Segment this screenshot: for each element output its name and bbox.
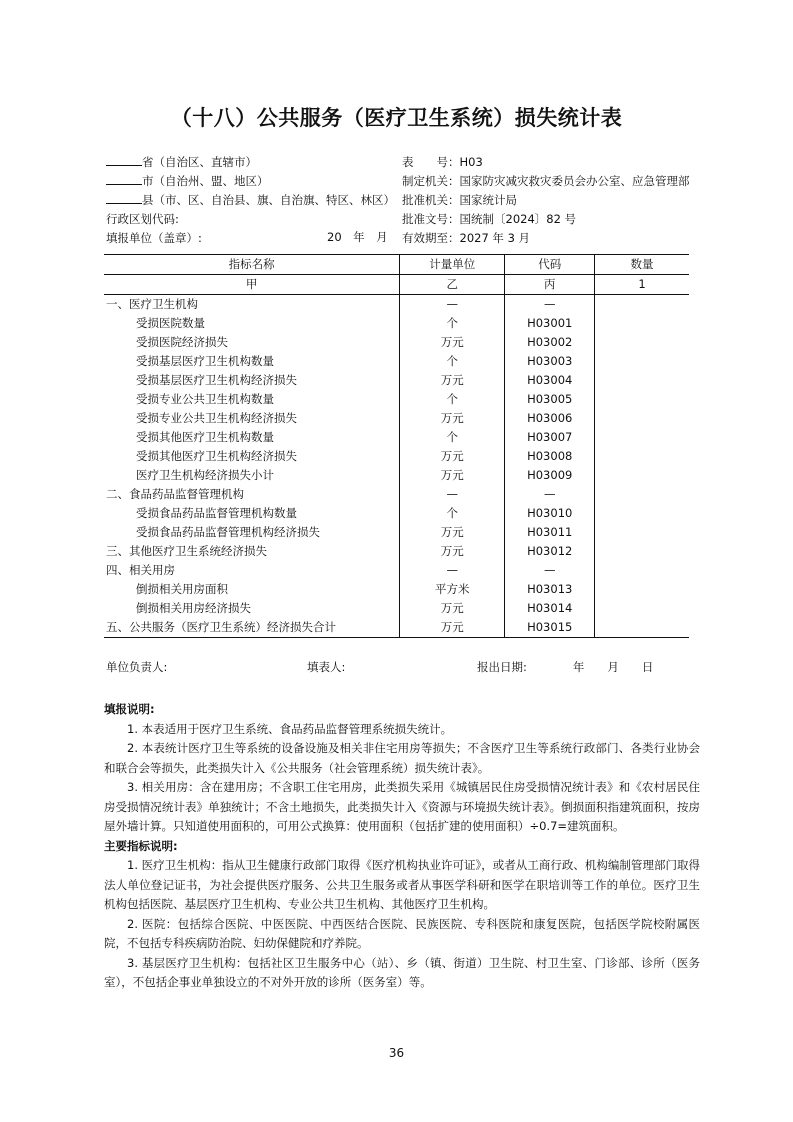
fill-instructions-title: 填报说明: xyxy=(104,702,155,716)
unit-cell: 个 xyxy=(400,504,505,523)
loss-statistics-table xyxy=(104,254,689,638)
fill-instruction-item: 1. 本表适用于医疗卫生系统、食品药品监督管理系统损失统计。 xyxy=(127,721,453,736)
unit-cell: 万元 xyxy=(400,371,505,390)
table-row xyxy=(104,466,689,485)
indicator-name-cell: 倒损相关用房面积 xyxy=(104,580,400,599)
unit-cell: 万元 xyxy=(400,523,505,542)
indicator-name-cell: 倒损相关用房经济损失 xyxy=(104,599,400,618)
unit-cell: 平方米 xyxy=(400,580,505,599)
quantity-cell[interactable] xyxy=(595,504,689,523)
code-cell: H03013 xyxy=(505,580,595,599)
approving-authority: 批准机关：国家统计局 xyxy=(402,193,517,207)
indicator-name-cell: 受损基层医疗卫生机构数量 xyxy=(104,352,400,371)
code-cell: H03003 xyxy=(505,352,595,371)
table-row xyxy=(104,561,689,580)
code-cell: H03011 xyxy=(505,523,595,542)
indicator-name-cell: 受损专业公共卫生机构数量 xyxy=(104,390,400,409)
quantity-cell[interactable] xyxy=(595,523,689,542)
unit-cell: 万元 xyxy=(400,409,505,428)
unit-cell: 万元 xyxy=(400,618,505,638)
code-cell: H03005 xyxy=(505,390,595,409)
page-number: 36 xyxy=(388,1046,405,1060)
indicator-name-cell: 受损专业公共卫生机构经济损失 xyxy=(104,409,400,428)
header-unit: 计量单位 xyxy=(400,255,505,275)
indicator-name-cell: 受损医院数量 xyxy=(104,314,400,333)
unit-cell: 个 xyxy=(400,428,505,447)
quantity-cell[interactable] xyxy=(595,599,689,618)
quantity-cell[interactable] xyxy=(595,295,689,315)
table-row xyxy=(104,295,689,315)
indicator-notes-title: 主要指标说明: xyxy=(104,838,178,853)
code-cell: H03004 xyxy=(505,371,595,390)
table-subheader-row xyxy=(104,275,689,295)
indicator-note-item: 3. 基层医疗卫生机构：包括社区卫生服务中心（站）、乡（镇、街道）卫生院、村卫生室、门诊部、诊所（医务室），不包括企事业单独设立的不对外开放的诊所（医务室）等。 xyxy=(104,955,700,989)
issuing-authority: 制定机关：国家防灾减灾救灾委员会办公室、应急管理部 xyxy=(402,174,690,188)
unit-cell: 个 xyxy=(400,352,505,371)
code-cell: H03012 xyxy=(505,542,595,561)
table-row xyxy=(104,428,689,447)
unit-cell: — xyxy=(400,295,505,315)
quantity-cell[interactable] xyxy=(595,580,689,599)
quantity-cell[interactable] xyxy=(595,542,689,561)
unit-cell: 万元 xyxy=(400,447,505,466)
code-cell: — xyxy=(505,295,595,315)
form-number: 表 号：H03 xyxy=(402,155,483,169)
indicator-name-cell: 三、其他医疗卫生系统经济损失 xyxy=(104,542,400,561)
table-row xyxy=(104,618,689,638)
indicator-note-item: 2. 医院：包括综合医院、中医医院、中西医结合医院、民族医院、专科医院和康复医院，包括医学院校附属医院，不包括专科疾病防治院、妇幼保健院和疗养院。 xyxy=(104,916,700,950)
code-cell: H03009 xyxy=(505,466,595,485)
code-cell: H03008 xyxy=(505,447,595,466)
table-row xyxy=(104,352,689,371)
table-row xyxy=(104,409,689,428)
quantity-cell[interactable] xyxy=(595,561,689,580)
approval-number: 批准文号：国统制〔2024〕82 号 xyxy=(402,212,577,226)
table-row xyxy=(104,523,689,542)
table-row xyxy=(104,390,689,409)
subheader-yi: 乙 xyxy=(400,275,505,295)
table-row xyxy=(104,333,689,352)
indicator-name-cell: 受损医院经济损失 xyxy=(104,333,400,352)
fill-instruction-item: 3. 相关用房：含在建用房；不含职工住宅用房，此类损失采用《城镇居民住房受损情况统计表》和《农村居民住房受损情况统计表》单独统计；不含土地损失，此类损失计入《资源与环境损失统计表》。倒损面积指建筑面积，按房屋外墙计算。只知道使用面积的，可用公式换算：使用面积（包括扩建的使用面积）÷0.7=建筑面积。 xyxy=(104,780,700,833)
quantity-cell[interactable] xyxy=(595,314,689,333)
indicator-name-cell: 五、公共服务（医疗卫生系统）经济损失合计 xyxy=(104,618,400,638)
header-code: 代码 xyxy=(505,255,595,275)
table-row xyxy=(104,371,689,390)
province-blank[interactable] xyxy=(106,153,142,166)
unit-cell: — xyxy=(400,561,505,580)
unit-cell: 万元 xyxy=(400,599,505,618)
table-row xyxy=(104,447,689,466)
county-blank[interactable] xyxy=(106,191,142,204)
responsible-label: 单位负责人: xyxy=(106,660,168,674)
unit-cell: 个 xyxy=(400,314,505,333)
quantity-cell[interactable] xyxy=(595,618,689,638)
code-cell: H03014 xyxy=(505,599,595,618)
code-cell: H03015 xyxy=(505,618,595,638)
subheader-bing: 丙 xyxy=(505,275,595,295)
quantity-cell[interactable] xyxy=(595,428,689,447)
unit-cell: — xyxy=(400,485,505,504)
code-cell: — xyxy=(505,561,595,580)
fill-date: 20 年 月 xyxy=(327,230,388,244)
quantity-cell[interactable] xyxy=(595,333,689,352)
quantity-cell[interactable] xyxy=(595,371,689,390)
quantity-cell[interactable] xyxy=(595,352,689,371)
meta-right-block xyxy=(402,153,722,248)
unit-cell: 万元 xyxy=(400,542,505,561)
quantity-cell[interactable] xyxy=(595,409,689,428)
code-cell: — xyxy=(505,485,595,504)
table-row xyxy=(104,314,689,333)
subheader-jia: 甲 xyxy=(104,275,400,295)
city-blank[interactable] xyxy=(106,172,142,185)
notes-section xyxy=(104,700,700,993)
quantity-cell[interactable] xyxy=(595,485,689,504)
code-cell: H03010 xyxy=(505,504,595,523)
indicator-name-cell: 四、相关用房 xyxy=(104,561,400,580)
indicator-name-cell: 受损其他医疗卫生机构数量 xyxy=(104,428,400,447)
unit-cell: 个 xyxy=(400,390,505,409)
indicator-name-cell: 受损基层医疗卫生机构经济损失 xyxy=(104,371,400,390)
code-cell: H03001 xyxy=(505,314,595,333)
header-indicator: 指标名称 xyxy=(104,255,400,275)
table-row xyxy=(104,599,689,618)
indicator-name-cell: 二、食品药品监督管理机构 xyxy=(104,485,400,504)
report-date-label: 报出日期: 年 月 日 xyxy=(477,660,654,674)
code-cell: H03002 xyxy=(505,333,595,352)
page-title: （十八）公共服务（医疗卫生系统）损失统计表 xyxy=(170,106,623,130)
quantity-cell[interactable] xyxy=(595,447,689,466)
valid-until: 有效期至：2027 年 3 月 xyxy=(402,231,531,245)
filler-label: 填表人: xyxy=(307,660,346,674)
indicator-name-cell: 医疗卫生机构经济损失小计 xyxy=(104,466,400,485)
quantity-cell[interactable] xyxy=(595,466,689,485)
county-row: 县（市、区、自治县、旗、自治旗、特区、林区） xyxy=(106,191,406,210)
table-row xyxy=(104,542,689,561)
subheader-one: 1 xyxy=(595,275,689,295)
table-header-row xyxy=(104,255,689,275)
fill-unit-label: 填报单位（盖章）: xyxy=(106,231,202,245)
indicator-note-item: 1. 医疗卫生机构：指从卫生健康行政部门取得《医疗机构执业许可证》，或者从工商行政、机构编制管理部门取得法人单位登记证书，为社会提供医疗服务、公共卫生服务或者从事医学科研和医学在职培训等工作的单位。医疗卫生机构包括医院、基层医疗卫生机构、专业公共卫生机构、其他医疗卫生机构。 xyxy=(104,858,700,911)
unit-cell: 万元 xyxy=(400,333,505,352)
code-cell: H03006 xyxy=(505,409,595,428)
city-row: 市（自治州、盟、地区） xyxy=(106,172,406,191)
indicator-name-cell: 受损食品药品监督管理机构经济损失 xyxy=(104,523,400,542)
table-row xyxy=(104,504,689,523)
quantity-cell[interactable] xyxy=(595,390,689,409)
fill-instruction-item: 2. 本表统计医疗卫生等系统的设备设施及相关非住宅用房等损失；不含医疗卫生等系统行政部门、各类行业协会和联合会等损失，此类损失计入《公共服务（社会管理系统）损失统计表》。 xyxy=(104,741,700,775)
code-cell: H03007 xyxy=(505,428,595,447)
header-quantity: 数量 xyxy=(595,255,689,275)
indicator-name-cell: 受损其他医疗卫生机构经济损失 xyxy=(104,447,400,466)
indicator-name-cell: 一、医疗卫生机构 xyxy=(104,295,400,315)
indicator-name-cell: 受损食品药品监督管理机构数量 xyxy=(104,504,400,523)
unit-cell: 万元 xyxy=(400,466,505,485)
table-row xyxy=(104,485,689,504)
table-row xyxy=(104,580,689,599)
province-row: 省（自治区、直辖市） xyxy=(106,153,406,172)
region-code-label: 行政区划代码: xyxy=(106,212,179,226)
